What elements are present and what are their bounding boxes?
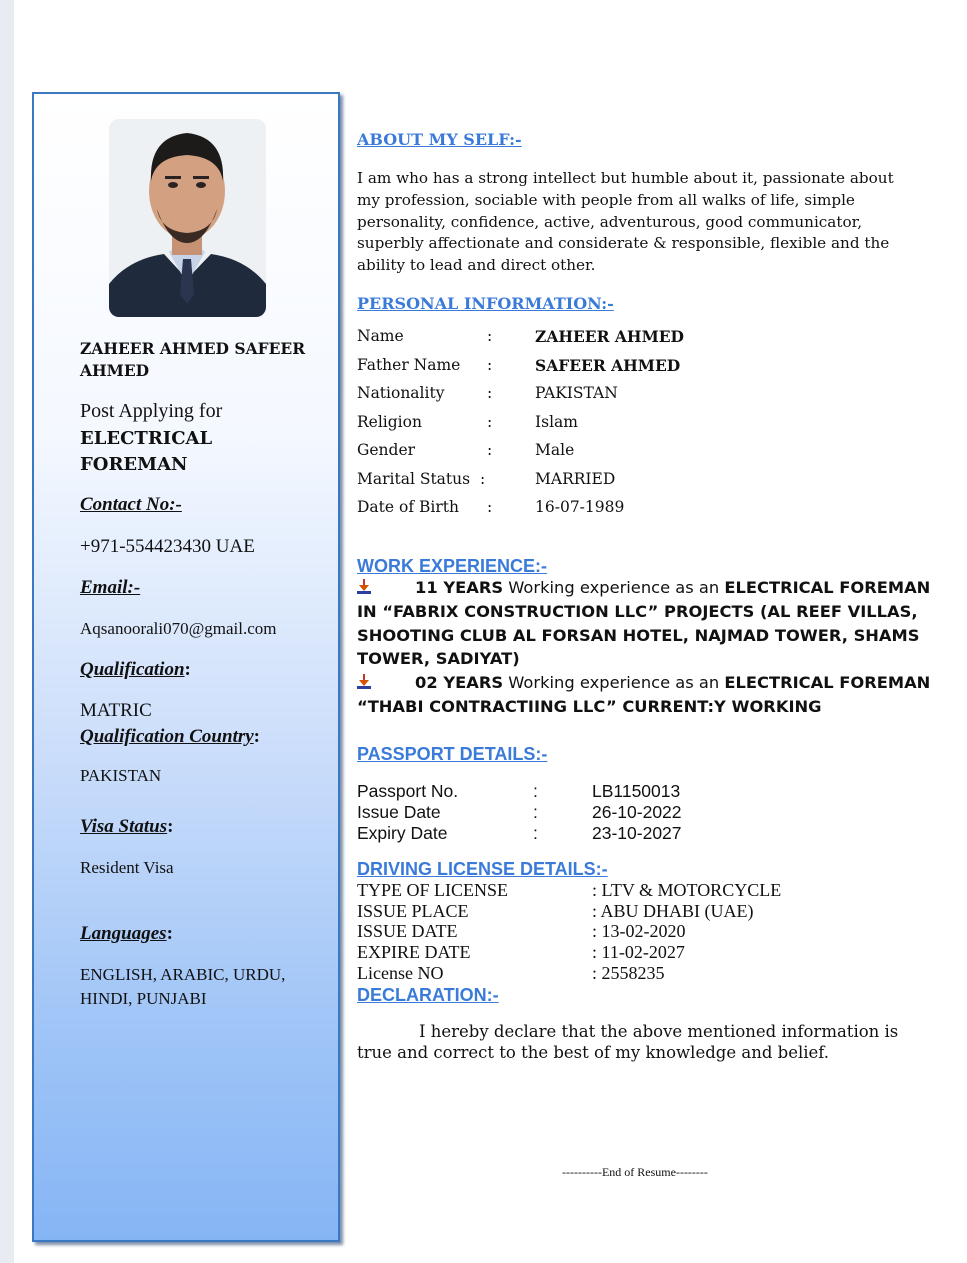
personal-info-heading: PERSONAL INFORMATION:- [357, 294, 614, 313]
qualification-value: MATRIC [80, 700, 152, 721]
post-applying-label: Post Applying for [80, 400, 223, 422]
email-value: Aqsanoorali070@gmail.com [80, 619, 277, 638]
qualification-country-value: PAKISTAN [80, 766, 162, 785]
visa-value: Resident Visa [80, 858, 174, 877]
bullet-arrow-icon [357, 578, 371, 594]
post-applying-value: ELECTRICAL FOREMAN [80, 428, 213, 475]
email-heading: Email:- [80, 577, 141, 598]
qualification-heading: Qualification: [80, 659, 191, 680]
work-experience-heading: WORK EXPERIENCE:- [357, 556, 548, 576]
end-of-resume: ----------End of Resume-------- [562, 1165, 708, 1179]
languages-heading: Languages: [80, 923, 173, 944]
driving-license-heading: DRIVING LICENSE DETAILS:- [357, 859, 608, 879]
contact-heading: Contact No:- [80, 494, 182, 515]
passport-heading: PASSPORT DETAILS:- [357, 744, 548, 764]
work-experience-item: 11 YEARS Working experience as an ELECTRICAL FOREMAN IN “FABRIX CONSTRUCTION LLC” PROJECTS (AL REEF VILLAS, SHOOTING CLUB AL FORSAN HOTEL, NAJMAD TOWER, SHAMS TOWER, SADIYAT) [357, 578, 931, 669]
profile-photo [109, 119, 266, 317]
sidebar [32, 92, 340, 1242]
languages-value: ENGLISH, ARABIC, URDU, HINDI, PUNJABI [80, 965, 286, 1008]
declaration-heading: DECLARATION:- [357, 985, 499, 1005]
candidate-full-name: ZAHEER AHMED SAFEER AHMED [80, 339, 306, 380]
about-text: I am who has a strong intellect but humble about it, passionate about my profession, sociable with people from all walks of life, simple personality, confidence, active, adventurous, good communicator, superbly affectionate and considerate & responsible, flexible and the ability to lead and direct other. [357, 169, 894, 275]
bullet-arrow-icon [357, 673, 371, 689]
about-heading: ABOUT MY SELF:- [357, 130, 522, 149]
qualification-country-heading: Qualification Country: [80, 726, 260, 747]
visa-heading: Visa Status: [80, 816, 174, 837]
declaration-text: I hereby declare that the above mentioned information is true and correct to the best of my knowledge and belief. [357, 1022, 899, 1062]
contact-value: +971-554423430 UAE [80, 536, 255, 557]
work-experience-item: 02 YEARS Working experience as an ELECTRICAL FOREMAN “THABI CONTRACTIING LLC” CURRENT:Y WORKING [357, 673, 931, 716]
